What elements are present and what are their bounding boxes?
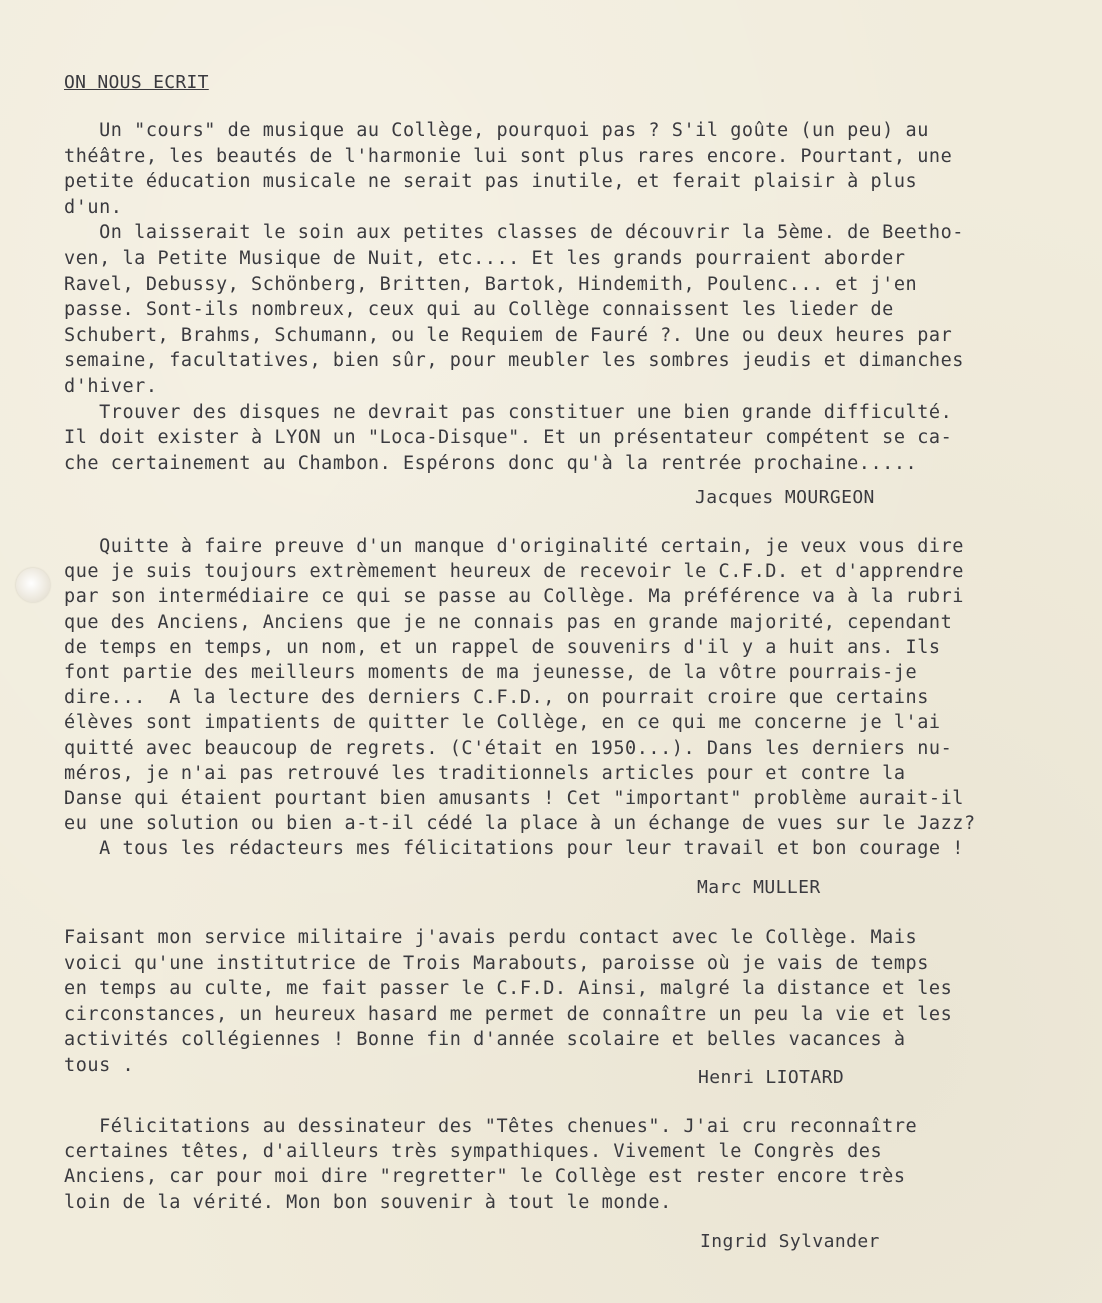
letter-line: Schubert, Brahms, Schumann, ou le Requiem de Fauré ?. Une ou deux heures par xyxy=(64,324,953,346)
letter-line: que je suis toujours extrèmement heureux de recevoir le C.F.D. et d'apprendre xyxy=(64,561,964,583)
letter-line: semaine, facultatives, bien sûr, pour meubler les sombres jeudis et dimanches xyxy=(64,350,964,372)
letter-line: passe. Sont-ils nombreux, ceux qui au Collège connaissent les lieder de xyxy=(64,299,894,321)
letter-line: élèves sont impatients de quitter le Collège, en ce qui me concerne je l'ai xyxy=(64,712,941,734)
letter-signature: Marc MULLER xyxy=(697,877,821,898)
letter-line: méros, je n'ai pas retrouvé les traditionnels articles pour et contre la xyxy=(64,762,906,784)
letter-signature: Henri LIOTARD xyxy=(698,1067,845,1088)
letter-line: eu une solution ou bien a-t-il cédé la place à un échange de vues sur le Jazz? xyxy=(64,813,976,835)
letter-line: d'un. xyxy=(64,196,123,218)
letter-line: Anciens, car pour moi dire "regretter" le Collège est rester encore très xyxy=(64,1166,906,1188)
letter-line: circonstances, un heureux hasard me permet de connaître un peu la vie et les xyxy=(64,1003,953,1025)
letter-line: font partie des meilleurs moments de ma jeunesse, de la vôtre pourrais-je xyxy=(64,662,918,683)
letter-line: dire... A la lecture des derniers C.F.D., on pourrait croire que certains xyxy=(64,687,929,709)
letter-signature: Ingrid Sylvander xyxy=(700,1231,880,1252)
letter-line: tous . xyxy=(64,1055,135,1076)
letter-line: d'hiver. xyxy=(64,376,158,397)
letter-line: par son intermédiaire ce qui se passe au Collège. Ma préférence va à la rubri xyxy=(64,586,964,608)
letter-line: théâtre, les beautés de l'harmonie lui sont plus rares encore. Pourtant, une xyxy=(64,145,953,167)
letter-line: quitté avec beaucoup de regrets. (C'était en 1950...). Dans les derniers nu- xyxy=(64,737,953,759)
letter-line: loin de la vérité. Mon bon souvenir à tout le monde. xyxy=(64,1191,672,1213)
letter-line: Danse qui étaient pourtant bien amusants ! Cet "important" problème aurait-il xyxy=(64,788,964,809)
letter-line: activités collégiennes ! Bonne fin d'année scolaire et belles vacances à xyxy=(64,1029,906,1051)
letter-line: que des Anciens, Anciens que je ne connais pas en grande majorité, cependant xyxy=(64,611,953,633)
letter-line: en temps au culte, me fait passer le C.F.D. Ainsi, malgré la distance et les xyxy=(64,978,953,1000)
letter-line: petite éducation musicale ne serait pas inutile, et ferait plaisir à plus xyxy=(64,171,918,193)
letter-line: Faisant mon service militaire j'avais perdu contact avec le Collège. Mais xyxy=(64,927,918,948)
letter-line: On laisserait le soin aux petites classes de découvrir la 5ème. de Beetho- xyxy=(64,222,964,244)
letter-line: Trouver des disques ne devrait pas constituer une bien grande difficulté. xyxy=(64,401,953,423)
letter-line: Il doit exister à LYON un "Loca-Disque". Et un présentateur compétent se ca- xyxy=(64,427,953,449)
letter-line: Félicitations au dessinateur des "Têtes chenues". J'ai cru reconnaître xyxy=(64,1116,918,1137)
letter-line: ven, la Petite Musique de Nuit, etc.... Et les grands pourraient aborder xyxy=(64,248,906,269)
letter-line: Un "cours" de musique au Collège, pourquoi pas ? S'il goûte (un peu) au xyxy=(64,120,929,141)
letter-line: A tous les rédacteurs mes félicitations pour leur travail et bon courage ! xyxy=(64,838,964,860)
page-heading: ON NOUS ECRIT xyxy=(64,72,209,93)
letter-line: de temps en temps, un nom, et un rappel de souvenirs d'il y a huit ans. Ils xyxy=(64,636,941,658)
punch-hole xyxy=(16,568,50,602)
letter-line: certaines têtes, d'ailleurs très sympathiques. Vivement le Congrès des xyxy=(64,1141,883,1163)
letter-line: Ravel, Debussy, Schönberg, Britten, Bartok, Hindemith, Poulenc... et j'en xyxy=(64,273,918,295)
letter-line: che certainement au Chambon. Espérons donc qu'à la rentrée prochaine..... xyxy=(64,452,918,474)
letter-line: Quitte à faire preuve d'un manque d'originalité certain, je veux vous dire xyxy=(64,536,964,557)
letter-line: voici qu'une institutrice de Trois Marabouts, paroisse où je vais de temps xyxy=(64,952,929,974)
letter-signature: Jacques MOURGEON xyxy=(695,487,875,508)
